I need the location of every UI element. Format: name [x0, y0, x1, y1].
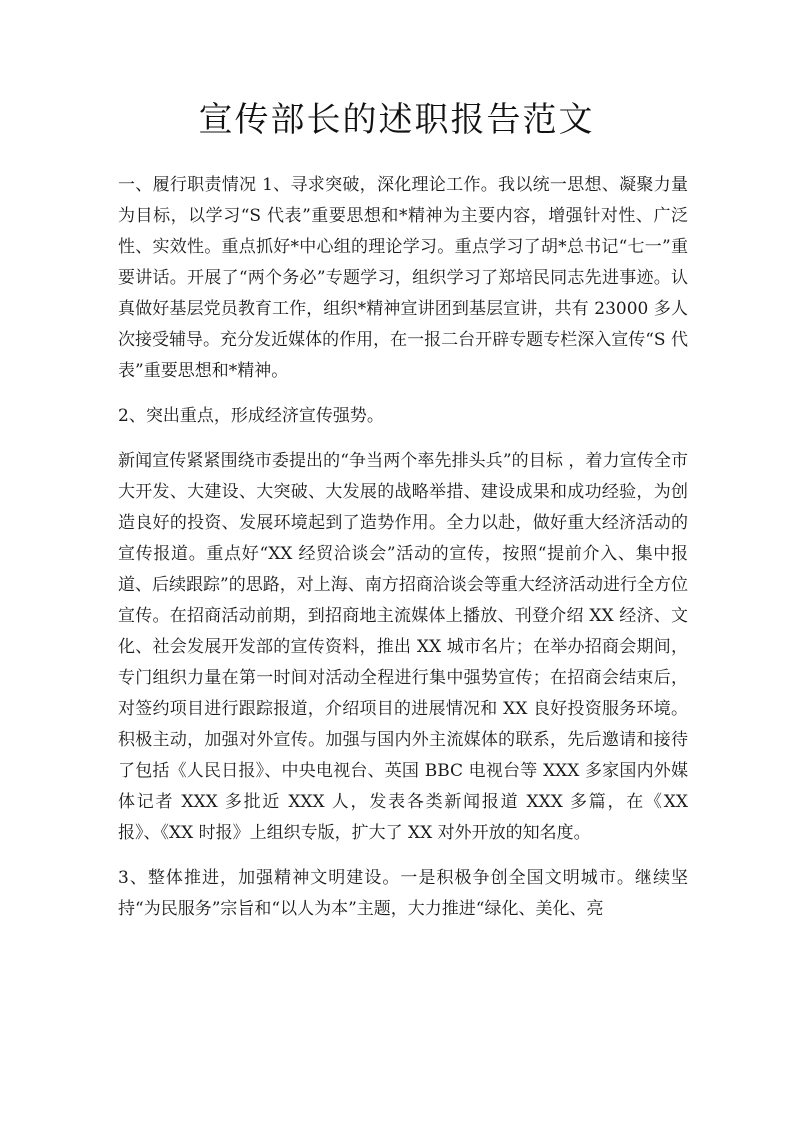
paragraph-duties-theory: 一、履行职责情况 1、寻求突破，深化理论工作。我以统一思想、凝聚力量为目标，以学习“S 代表”重要思想和*精神为主要内容，增强针对性、广泛性、实效性。重点抓好*中心组的理论学习。重点学习了胡*总书记“七一”重要讲话。开展了“两个务必”专题学习，组织学习了郑培民同志先进事迹。认真做好基层党员教育工作，组织*精神宣讲团到基层宣讲，共有 23000 多人次接受辅导。充分发近媒体的作用，在一报二台开辟专题专栏深入宣传“S 代表”重要思想和*精神。 — [118, 175, 688, 381]
document-body — [118, 170, 688, 939]
paragraph-news-publicity: 新闻宣传紧紧围绕市委提出的“争当两个率先排头兵”的目标 ，着力宣传全市大开发、大建设、大突破、大发展的战略举措、建设成果和成功经验，为创造良好的投资、发展环境起到了造势作用。全力以赴，做好重大经济活动的宣传报道。重点好“XX 经贸洽谈会”活动的宣传，按照“提前介入、集中报道、后续跟踪”的思路，对上海、南方招商洽谈会等重大经济活动进行全方位宣传。在招商活动前期，到招商地主流媒体上播放、刊登介绍 XX 经济、文化、社会发展开发部的宣传资料，推出 XX 城市名片；在举办招商会期间，专门组织力量在第一时间对活动全程进行集中强势宣传；在招商会结束后，对签约项目进行跟踪报道，介绍项目的进展情况和 XX 良好投资服务环境。积极主动，加强对外宣传。加强与国内外主流媒体的联系，先后邀请和接待了包括《人民日报》、中央电视台、英国 BBC 电视台等 XXX 多家国内外媒体记者 XXX 多批近 XXX 人，发表各类新闻报道 XXX 多篇，在《XX 报》、《XX 时报》上组织专版，扩大了 XX 对外开放的知名度。 — [118, 451, 688, 843]
document-title: 宣传部长的述职报告范文 — [198, 100, 595, 140]
paragraph-economic-heading: 2、突出重点，形成经济宣传强势。 — [118, 406, 384, 426]
paragraph-civilization: 3、整体推进，加强精神文明建设。一是积极争创全国文明城市。继续坚持“为民服务”宗旨和“以人为本”主题，大力推进“绿化、美化、亮 — [118, 868, 688, 919]
